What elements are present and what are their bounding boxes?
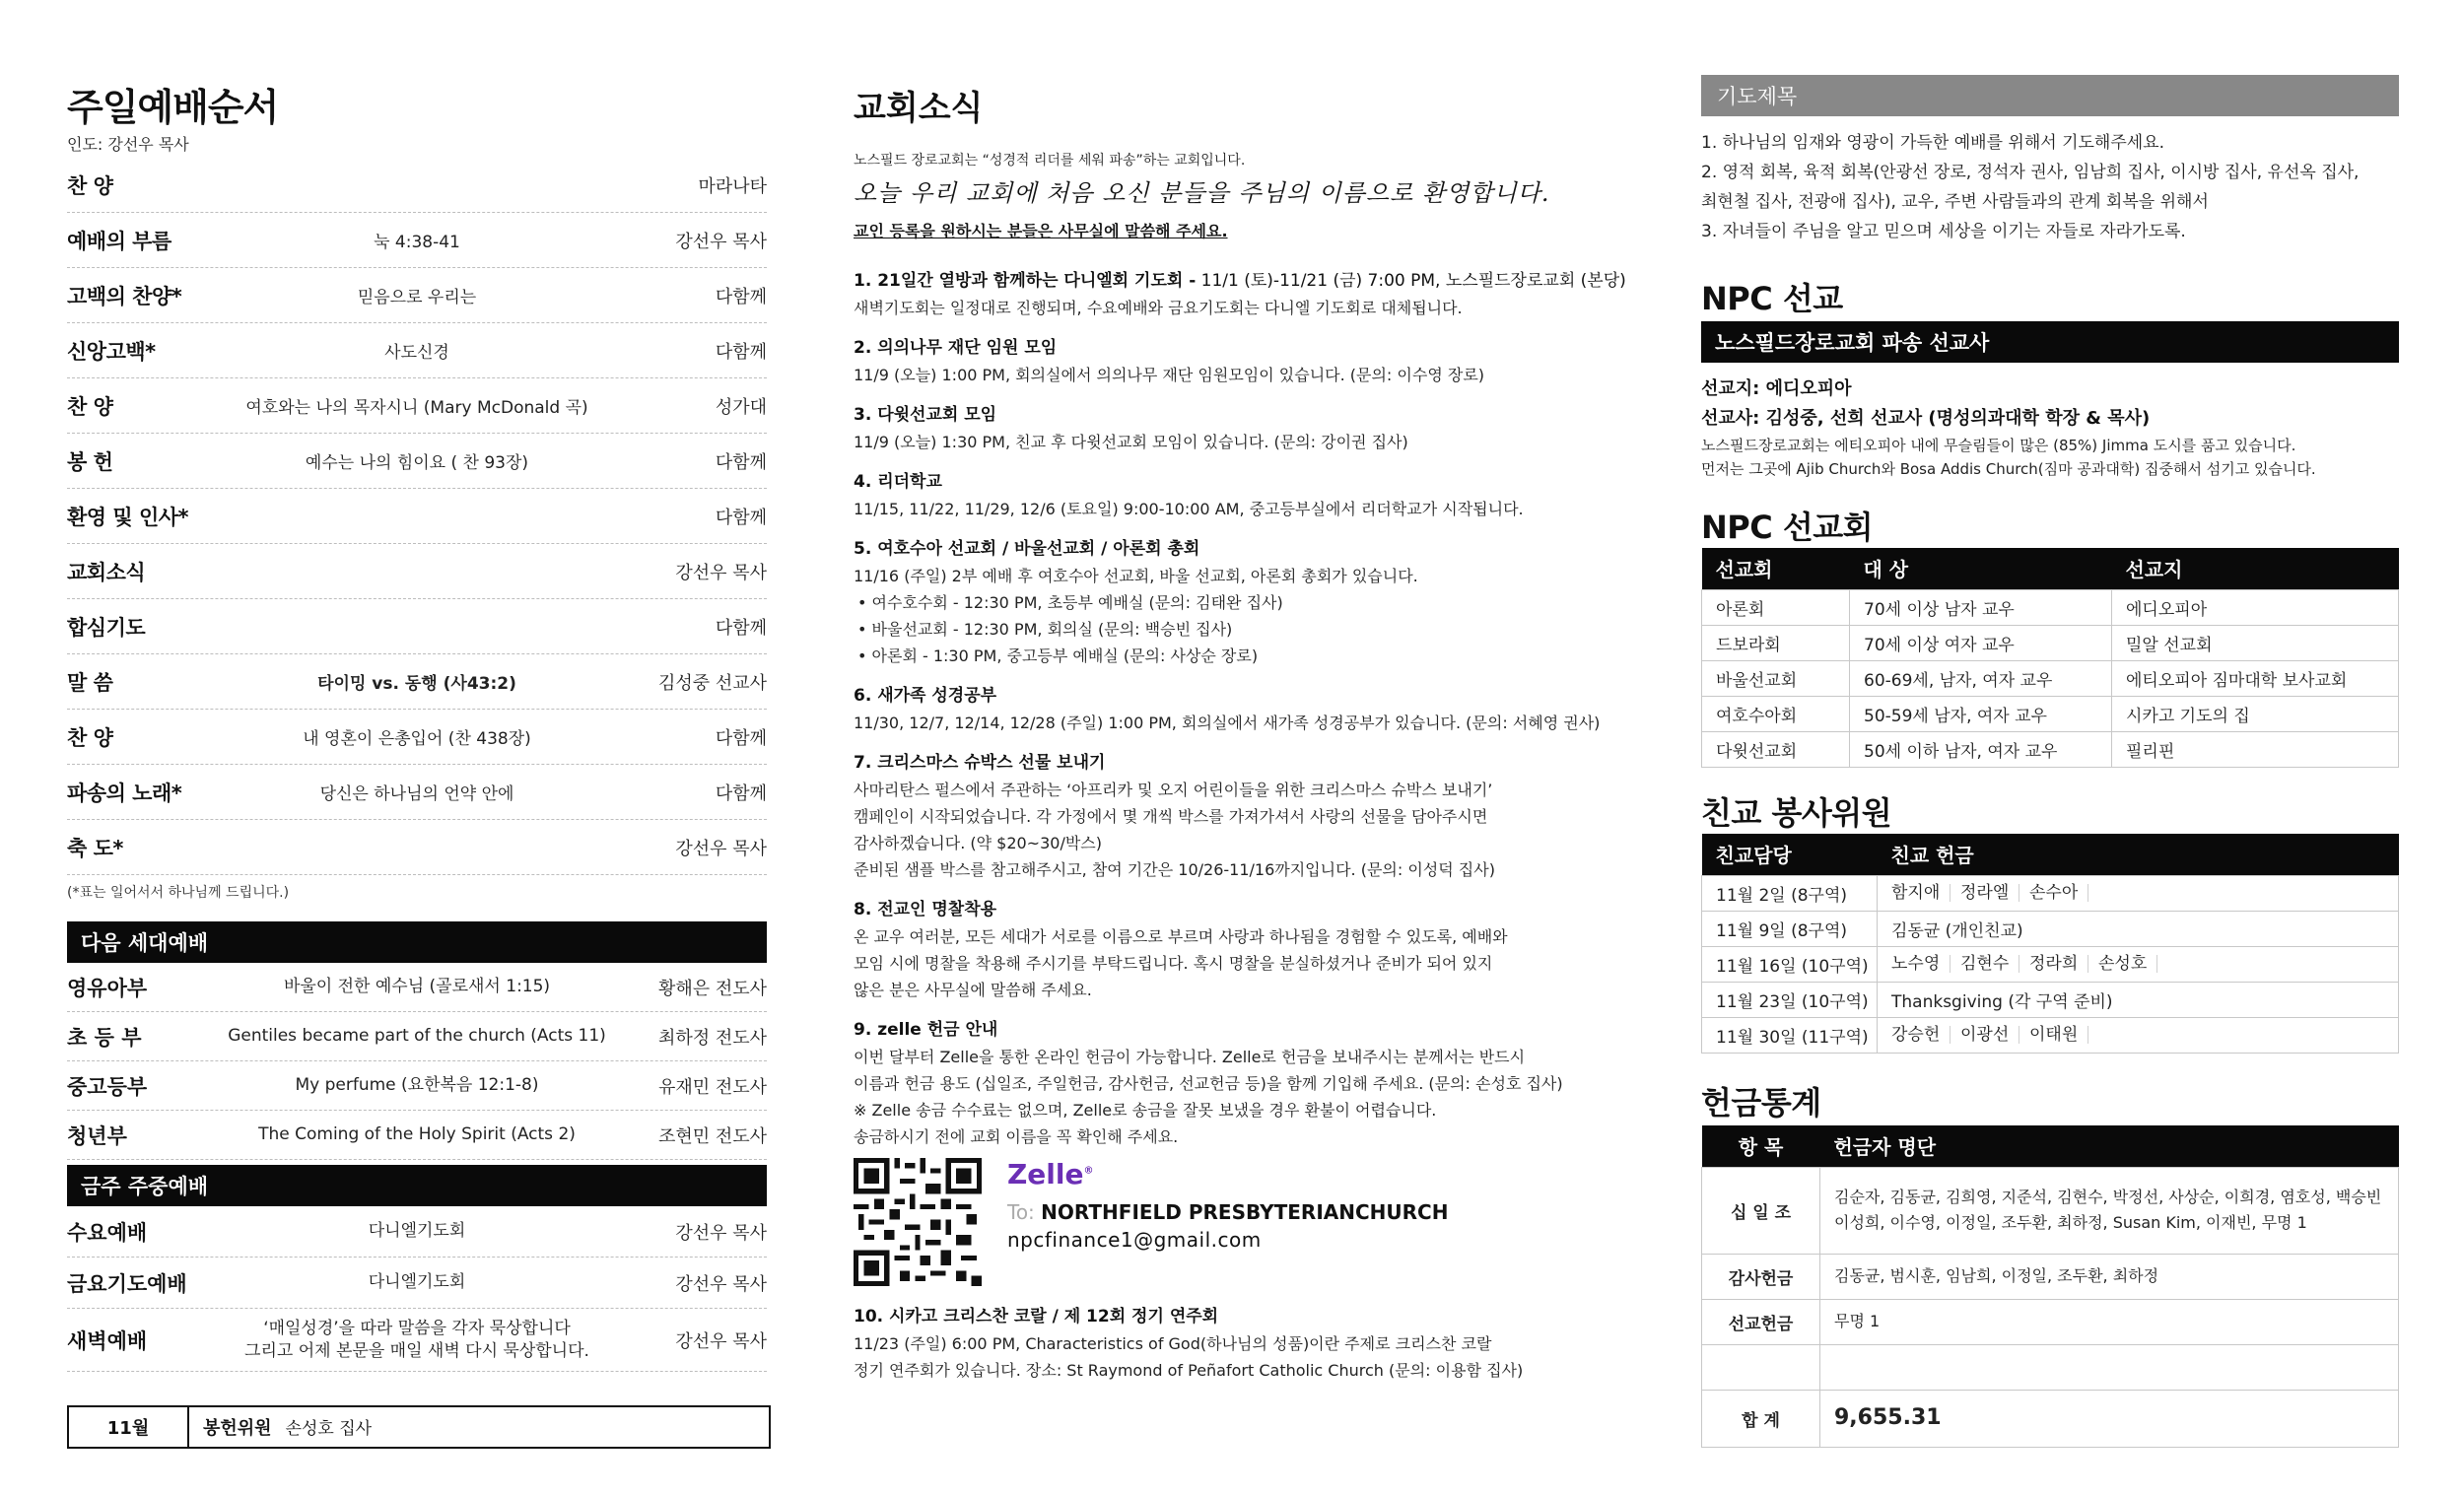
table-row: 11월 2일 (8구역) 함지애 정라엘 손수아 [1702,875,2399,911]
registration-note: 교인 등록을 원하시는 분들은 사무실에 말씀해 주세요. [854,222,1228,240]
table-row: 여호수아회 50-59세 남자, 여자 교우 시카고 기도의 집 [1702,696,2399,731]
table-row: 다윗선교회 50세 이하 남자, 여자 교우 필리핀 [1702,731,2399,767]
order-row: 봉 헌 예수는 나의 힘이요 ( 찬 93장) 다함께 [67,434,767,489]
offering-stats-table: 항 목 헌금자 명단 십 일 조 김순자, 김동균, 김희영, 지준석, 김현수, 박정선, 사상순, 이희경, 염호성, 백승빈 이성희, 이수영, 이정일, 조두환, 최하정, Susan Kim, 이재빈, 무명 1 감사헌금 김동균, 범시훈, 임남희, 이정일, 조두환, 최하정 선교헌금 무명 1 합 계 9,655.31 [1701,1125,2399,1448]
fellowship-table: 친교담당 친교 헌금 11월 2일 (8구역) 함지애 정라엘 손수아 11월 9일 (8구역) 김동균 (개인친교) 11월 16일 (10구역) 노수영 김현수 정라희 손성호 11월 23일 (10구역) Thanksgiving (각 구역 준비) 11월 30일 (11구역) 강승헌 이광선 이태원 [1701,834,2399,1054]
next-gen-row: 영유아부 바울이 전한 예수님 (골로새서 1:15) 황해은 전도사 [67,963,767,1012]
table-row: 11월 23일 (10구역) Thanksgiving (각 구역 준비) [1702,982,2399,1017]
weekly-row: 새벽예배 ‘매일성경’을 따라 말씀을 각자 묵상합니다 그리고 어제 본문을 매일 새벽 다시 묵상합니다. 강선우 목사 [67,1309,767,1372]
news-item: 10. 시카고 크리스찬 코랄 / 제 12회 정기 연주회 11/23 (주일) 6:00 PM, Characteristics of God(하나님의 성품)이란 주제로 크리스찬 코랄 정기 연주회가 있습니다. 장소: St Raymond of Peñafort Catholic Church (문의: 이용함 집사) [854,1307,1524,1380]
order-row: 찬 양 여호와는 나의 목자시니 (Mary McDonald 곡) 성가대 [67,378,767,434]
table-row: 11월 16일 (10구역) 노수영 김현수 정라희 손성호 [1702,946,2399,982]
missionary-header: 노스필드장로교회 파송 선교사 [1701,321,2399,363]
order-row: 환영 및 인사* 다함께 [67,489,767,544]
order-row: 합심기도 다함께 [67,599,767,654]
weekly-service-list [67,1206,767,1372]
table-row: 11월 9일 (8구역) 김동균 (개인친교) [1702,911,2399,946]
order-row: 찬 양 내 영혼이 은총입어 (찬 438장) 다함께 [67,710,767,765]
standing-footnote: (*표는 일어서서 하나님께 드립니다.) [67,885,290,901]
mission-details: 선교지: 에디오피아 선교사: 김성중, 선희 선교사 (명성의과대학 학장 & 목사) 노스필드장로교회는 에티오피아 내에 무슬림들이 많은 (85%) Jimma 도시를 품고 있습니다. 먼저는 그곳에 Ajib Church와 Bosa Addis Church(짐마 공과대학) 집중해서 섬기고 있습니다. [1701,378,2316,478]
table-row: 선교헌금 무명 1 [1702,1299,2399,1344]
news-item: 8. 전교인 명찰착용 온 교우 여러분, 모든 세대가 서로를 이름으로 부르며 사랑과 하나됨을 경험할 수 있도록, 예배와 모임 시에 명찰을 착용해 주시기를 부탁드립니다. 혹시 명찰을 분실하셨거나 준비가 되어 있지 않은 분은 사무실에 말씀해 주세요. [854,900,1508,999]
order-row: 고백의 찬양* 믿음으로 우리는 다함께 [67,268,767,323]
next-gen-header: 다음 세대예배 [67,921,767,963]
order-row: 찬 양 마라나타 [67,158,767,213]
prayer-list: 1. 하나님의 임재와 영광이 가득한 예배를 위해서 기도해주세요. 2. 영적 회복, 육적 회복(안광선 장로, 정석자 권사, 임남희 집사, 이시방 집사, 유선옥 집사, 최현철 집사, 전광애 집사), 교우, 주변 사람들과의 관계 회복을 위해서 3. 자녀들이 주님을 알고 믿으며 세상을 이기는 자들로 자라가도록. [1701,133,2360,241]
month-label: 11월 [69,1407,189,1447]
weekly-row: 수요예배 다니엘기도회 강선우 목사 [67,1206,767,1258]
next-gen-row: 청년부 The Coming of the Holy Spirit (Acts 2) 조현민 전도사 [67,1111,767,1160]
committee-name: 손성호 집사 [285,1419,373,1439]
table-row: 11월 30일 (11구역) 강승헌 이광선 이태원 [1702,1017,2399,1053]
news-list [854,268,1662,1397]
offering-committee-box [67,1405,771,1449]
table-row: 바울선교회 60-69세, 남자, 여자 교우 에티오피아 짐마대학 보사교회 [1702,660,2399,696]
weekly-service-header: 금주 주중예배 [67,1165,767,1206]
next-gen-row: 중고등부 My perfume (요한복음 12:1-8) 유재민 전도사 [67,1061,767,1111]
qr-code-icon[interactable] [854,1158,982,1286]
zelle-email[interactable]: npcfinance1@gmail.com [1007,1228,1262,1252]
mission-title: NPC 선교 [1701,280,1843,317]
order-row: 파송의 노래* 당신은 하나님의 언약 안에 다함께 [67,765,767,820]
mission-groups-title: NPC 선교회 [1701,509,1874,546]
news-item: 6. 새가족 성경공부 11/30, 12/7, 12/14, 12/28 (주일) 1:00 PM, 회의실에서 새가족 성경공부가 있습니다. (문의: 서혜영 권사) [854,686,1601,732]
news-item: 5. 여호수아 선교회 / 바울선교회 / 아론회 총회 11/16 (주일) 2부 예배 후 여호수아 선교회, 바울 선교회, 아론회 총회가 있습니다. • 여수호수회 - 12:30 PM, 초등부 예배실 (문의: 김태완 집사) • 바울선교회 - 12:30 PM, 회의실 (문의: 백승빈 집사) • 아론회 - 1:30 PM, 중고등부 예배실 (문의: 사상순 장로) [854,539,1418,665]
news-title: 교회소식 [854,89,984,128]
worship-order-list [67,158,767,875]
weekly-row: 금요기도예배 다니엘기도회 강선우 목사 [67,1258,767,1309]
committee-role: 봉헌위원 [203,1418,272,1439]
news-item: 1. 21일간 열방과 함께하는 다니엘회 기도회 - 11/1 (토)-11/21 (금) 7:00 PM, 노스필드장로교회 (본당) 새벽기도회는 일정대로 진행되며, 수요예배와 금요기도회는 다니엘 기도회로 대체됩니다. [854,271,1626,317]
news-item: 7. 크리스마스 슈박스 선물 보내기 사마리탄스 펄스에서 주관하는 ‘아프리카 및 오지 어린이들을 위한 크리스마스 슈박스 보내기’ 캠페인이 시작되었습니다. 각 가정에서 몇 개씩 박스를 가져가셔서 사랑의 선물을 담아주시면 감사하겠습니다. (약 $20~30/박스) 준비된 샘플 박스를 참고해주시고, 참여 기간은 10/26-11/16까지입니다. (문의: 이성덕 집사) [854,753,1495,879]
fellowship-title: 친교 봉사위원 [1701,794,1892,832]
table-row: 십 일 조 김순자, 김동균, 김희영, 지준석, 김현수, 박정선, 사상순, 이희경, 염호성, 백승빈 이성희, 이수영, 이정일, 조두환, 최하정, Susan Kim, 이재빈, 무명 1 [1702,1167,2399,1254]
page-title: 주일예배순서 [67,86,279,129]
church-motto: 노스필드 장로교회는 “성경적 리더를 세워 파송”하는 교회입니다. [854,153,1246,169]
order-row: 신앙고백* 사도신경 다함께 [67,323,767,378]
worship-leader: 인도: 강선우 목사 [67,135,189,154]
table-row: 감사헌금 김동균, 범시훈, 임남희, 이정일, 조두환, 최하정 [1702,1254,2399,1299]
mission-groups-table: 선교회 대 상 선교지 아론회 70세 이상 남자 교우 에디오피아 드보라회 70세 이상 여자 교우 밀알 선교회 바울선교회 60-69세, 남자, 여자 교우 에티오피아 짐마대학 보사교회 여호수아회 50-59세 남자, 여자 교우 시카고 기도의 집 다윗선교회 50세 이하 남자, 여자 교우 필리핀 [1701,548,2399,768]
order-row: 교회소식 강선우 목사 [67,544,767,599]
next-gen-list [67,963,767,1160]
next-gen-row: 초 등 부 Gentiles became part of the church (Acts 11) 최하정 전도사 [67,1012,767,1061]
offering-stats-title: 헌금통계 [1701,1084,1821,1122]
order-row: 예배의 부름 눅 4:38-41 강선우 목사 [67,213,767,268]
sermon-title: 타이밍 vs. 동행 (사43:2) [317,674,516,694]
news-item: 4. 리더학교 11/15, 11/22, 11/29, 12/6 (토요일) 9:00-10:00 AM, 중고등부실에서 리더학교가 시작됩니다. [854,472,1524,518]
order-row: 축 도* 강선우 목사 [67,820,767,875]
prayer-header: 기도제목 [1701,75,2399,116]
news-item: 2. 의의나무 재단 임원 모임 11/9 (오늘) 1:00 PM, 회의실에서 의의나무 재단 임원모임이 있습니다. (문의: 이수영 장로) [854,338,1485,384]
total-row: 합 계 9,655.31 [1702,1390,2399,1447]
news-item: 3. 다윗선교회 모임 11/9 (오늘) 1:30 PM, 친교 후 다윗선교회 모임이 있습니다. (문의: 강이권 집사) [854,405,1408,451]
order-row-sermon: 말 씀 타이밍 vs. 동행 (사43:2) 김성중 선교사 [67,654,767,710]
welcome-script: 오늘 우리 교회에 처음 오신 분들을 주님의 이름으로 환영합니다. [854,179,1550,207]
table-row: 아론회 70세 이상 남자 교우 에디오피아 [1702,589,2399,625]
offering-total: 9,655.31 [1820,1390,2399,1447]
zelle-payment-box: Zelle® To: NORTHFIELD PRESBYTERIANCHURCH npcfinance1@gmail.com [854,1158,1662,1286]
table-row: 드보라회 70세 이상 여자 교우 밀알 선교회 [1702,625,2399,660]
zelle-recipient: NORTHFIELD PRESBYTERIANCHURCH [1041,1200,1449,1224]
zelle-logo: Zelle® [1007,1158,1094,1190]
table-row [1702,1344,2399,1390]
news-item: 9. zelle 헌금 안내 이번 달부터 Zelle을 통한 온라인 헌금이 가능합니다. Zelle로 헌금을 보내주시는 분께서는 반드시 이름과 헌금 용도 (십일조, 주일헌금, 감사헌금, 선교헌금 등)을 함께 기입해 주세요. (문의: 손성호 집사) ※ Zelle 송금 수수료는 없으며, Zelle로 송금을 잘못 보냈을 경우 환불이 어렵습니다. 송금하시기 전에 교회 이름을 꼭 확인해 주세요. Zelle® To: NORTHFIELD PRESBYTERIANCHURCH npcfinance1@gmail.com [854,1017,1662,1286]
